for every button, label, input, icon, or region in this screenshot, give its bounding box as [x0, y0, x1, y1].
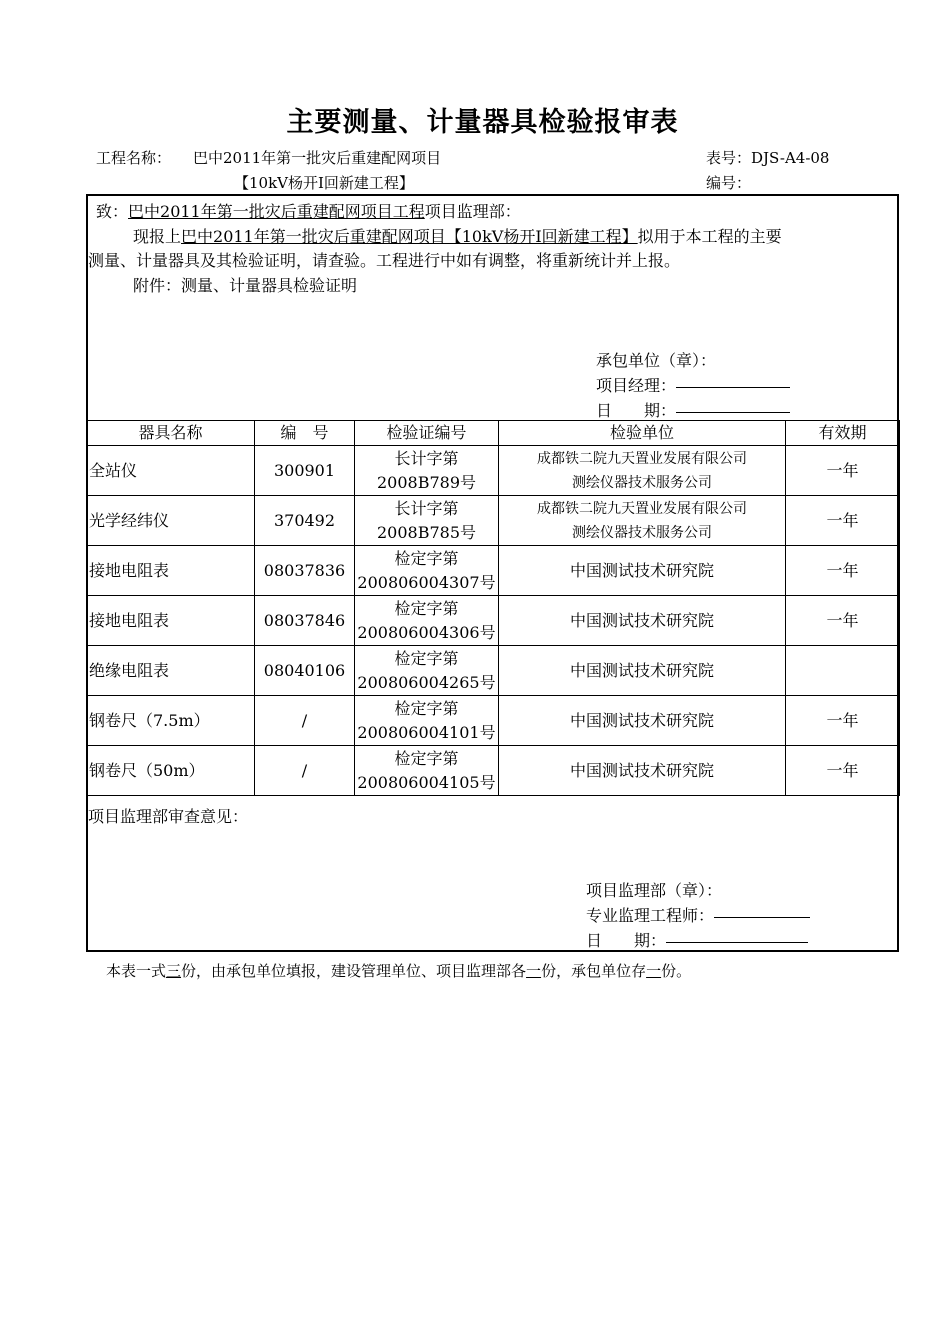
instrument-name: 全站仪	[87, 446, 255, 496]
certificate-line-2: 200806004307号	[357, 572, 496, 592]
footer-part-2: 份，由承包单位填报，建设管理单位、项目监理部各	[181, 962, 527, 980]
page-title: 主要测量、计量器具检验报审表	[286, 107, 679, 138]
contractor-seal-label: 承包单位（章）：	[596, 351, 717, 370]
inspection-unit-line-1: 成都铁二院九天置业发展有限公司	[537, 500, 747, 517]
certificate-line-2: 200806004105号	[357, 772, 496, 792]
certificate-number	[355, 746, 499, 796]
supervision-engineer-label: 专业监理工程师：	[586, 906, 715, 925]
inspection-unit: 中国测试技术研究院	[499, 696, 786, 746]
certificate-line-2: 200806004101号	[357, 722, 496, 742]
instrument-number: /	[255, 746, 355, 796]
header-validity: 有效期	[786, 421, 900, 446]
submission-date-row	[596, 398, 790, 421]
table-row	[87, 596, 900, 646]
instrument-name: 绝缘电阻表	[87, 646, 255, 696]
certificate-line-1: 检定字第	[394, 698, 459, 718]
to-name: 巴中2011年第一批灾后重建配网项目工程	[128, 202, 425, 221]
footer-copies: 三	[166, 962, 182, 980]
review-date-line	[666, 941, 808, 943]
certificate-number	[355, 496, 499, 546]
to-label: 致：	[96, 202, 129, 221]
certificate-line-1: 检定字第	[394, 648, 459, 668]
certificate-number	[355, 596, 499, 646]
serial-number-label: 编号：	[706, 174, 752, 192]
instrument-name: 光学经纬仪	[87, 496, 255, 546]
instrument-number: 370492	[255, 496, 355, 546]
instrument-name: 钢卷尺（50m）	[87, 746, 255, 796]
form-number	[706, 147, 829, 168]
body-rest-1: 拟用于本工程的主要	[637, 227, 782, 246]
supervision-engineer-signature-line	[714, 916, 810, 918]
table-row	[87, 496, 900, 546]
supervision-dept-seal-label: 项目监理部（章）：	[586, 881, 723, 900]
body-project: 巴中2011年第一批灾后重建配网项目【10kV杨开Ⅰ回新建工程】	[181, 227, 638, 246]
table-row	[87, 746, 900, 796]
certificate-line-1: 检定字第	[394, 548, 459, 568]
certificate-line-2: 2008B785号	[376, 522, 477, 542]
instrument-number: 08037836	[255, 546, 355, 596]
review-date-row	[586, 928, 808, 951]
review-date-label: 日 期：	[586, 931, 667, 950]
instrument-number: /	[255, 696, 355, 746]
instrument-number: 08040106	[255, 646, 355, 696]
instrument-name: 接地电阻表	[87, 596, 255, 646]
inspection-unit-line-2: 测绘仪器技术服务公司	[572, 524, 712, 541]
instrument-number: 300901	[255, 446, 355, 496]
project-manager-label: 项目经理：	[596, 376, 677, 395]
certificate-line-1: 检定字第	[394, 748, 459, 768]
instrument-name: 钢卷尺（7.5m）	[87, 696, 255, 746]
submission-date-line	[676, 411, 790, 413]
addressee-line	[96, 199, 521, 222]
inspection-unit	[499, 496, 786, 546]
form-number-label: 表号：	[706, 149, 752, 167]
instrument-table	[86, 420, 900, 796]
project-name-line2: 【10kV杨开Ⅰ回新建工程】	[234, 174, 414, 192]
validity	[786, 646, 900, 696]
project-manager-signature-line	[676, 386, 790, 388]
certificate-line-1: 长计字第	[394, 448, 459, 468]
table-row	[87, 546, 900, 596]
footer-part-3: 份，承包单位存	[541, 962, 647, 980]
validity: 一年	[786, 446, 900, 496]
instrument-number: 08037846	[255, 596, 355, 646]
inspection-unit-line-2: 测绘仪器技术服务公司	[572, 474, 712, 491]
submission-date-label: 日 期：	[596, 401, 677, 420]
certificate-line-2: 2008B789号	[376, 472, 477, 492]
inspection-unit-line-1: 成都铁二院九天置业发展有限公司	[537, 450, 747, 467]
certificate-number	[355, 446, 499, 496]
certificate-line-1: 长计字第	[394, 498, 459, 518]
footer-each: 一	[526, 962, 542, 980]
review-opinion-label: 项目监理部审查意见：	[88, 807, 249, 826]
project-name-label: 工程名称：	[96, 149, 172, 167]
certificate-number	[355, 646, 499, 696]
body-line-2: 测量、计量器具及其检验证明，请查验。工程进行中如有调整，将重新统计并上报。	[88, 251, 681, 270]
inspection-unit: 中国测试技术研究院	[499, 546, 786, 596]
header-certificate-number: 检验证编号	[355, 421, 499, 446]
validity: 一年	[786, 496, 900, 546]
certificate-number	[355, 696, 499, 746]
supervision-engineer-row	[586, 903, 810, 926]
certificate-line-1: 检定字第	[394, 598, 459, 618]
table-header-row	[87, 421, 900, 446]
inspection-unit: 中国测试技术研究院	[499, 596, 786, 646]
project-name-line1: 巴中2011年第一批灾后重建配网项目	[193, 149, 442, 167]
footer-part-4: 份。	[661, 962, 692, 980]
validity: 一年	[786, 546, 900, 596]
body-line-1	[133, 224, 782, 247]
validity: 一年	[786, 696, 900, 746]
certificate-line-2: 200806004265号	[357, 672, 496, 692]
certificate-line-2: 200806004306号	[357, 622, 496, 642]
footer-keep: 一	[646, 962, 662, 980]
header-inspection-unit: 检验单位	[499, 421, 786, 446]
inspection-unit: 中国测试技术研究院	[499, 746, 786, 796]
inspection-unit: 中国测试技术研究院	[499, 646, 786, 696]
table-row	[87, 646, 900, 696]
inspection-unit	[499, 446, 786, 496]
validity: 一年	[786, 596, 900, 646]
to-suffix: 项目监理部：	[424, 202, 521, 221]
header-instrument-name: 器具名称	[87, 421, 255, 446]
instrument-name: 接地电阻表	[87, 546, 255, 596]
validity: 一年	[786, 746, 900, 796]
certificate-number	[355, 546, 499, 596]
project-manager-row	[596, 373, 790, 396]
body-prefix: 现报上	[133, 227, 182, 246]
attachment-line: 附件：测量、计量器具检验证明	[133, 276, 358, 295]
footer-part-1: 本表一式	[106, 962, 167, 980]
form-number-value: DJS-A4-08	[751, 149, 830, 167]
table-row	[87, 446, 900, 496]
header-number: 编 号	[255, 421, 355, 446]
footer-note	[106, 960, 691, 981]
table-row	[87, 696, 900, 746]
